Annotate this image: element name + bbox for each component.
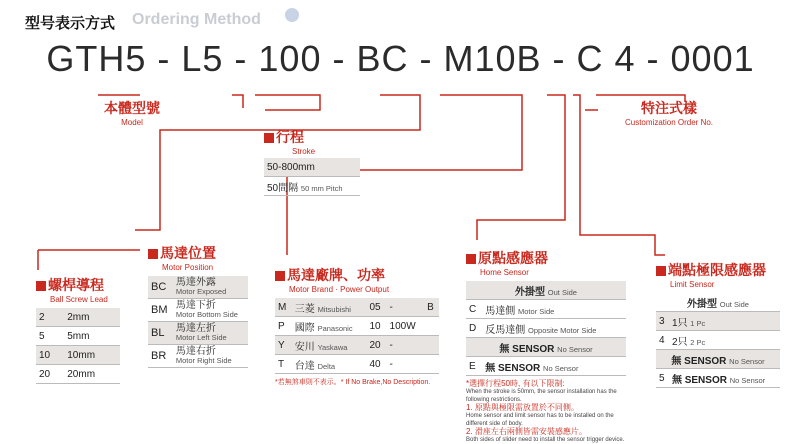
motor-brand-block — [275, 265, 439, 387]
table-row — [264, 158, 360, 177]
table-row: 10 10mm — [36, 346, 120, 365]
table-row: C 馬達側 Motor Side — [466, 300, 626, 319]
custom-label — [614, 98, 724, 127]
motor-brand-title: 馬達廠牌、功率 — [275, 265, 439, 285]
table-row: T 台達 Delta 40 - — [275, 355, 439, 374]
model-code: GTH5 - L5 - 100 - BC - M10B - C 4 - 0001 — [46, 38, 755, 79]
table-row: 3 1只 1 Pc — [656, 312, 780, 331]
section-title-en: Ordering Method — [132, 11, 261, 28]
table-row: 2 2mm — [36, 308, 120, 327]
lead-block — [36, 275, 120, 384]
table-row: BM 馬達下折 Motor Bottom Side — [148, 299, 248, 322]
table-row: 無 SENSOR No Sensor — [466, 338, 626, 357]
stroke-range: 50-800mm — [264, 158, 360, 177]
custom-label-en: Customization Order No. — [624, 118, 714, 127]
brake-note: *若無煞車則不表示。* If No Brake,No Description. — [275, 379, 431, 386]
limit-sensor-title: 端點極限感應器 — [656, 260, 780, 280]
table-row: BL 馬達左折 Motor Left Side — [148, 322, 248, 345]
table-row: E 無 SENSOR No Sensor — [466, 357, 626, 376]
model-label-en: Model — [121, 118, 143, 127]
limit-sensor-table — [656, 293, 780, 388]
limit-sensor-block — [656, 260, 780, 388]
motor-brand-table — [275, 298, 439, 374]
bullet-icon — [466, 254, 476, 264]
table-row: Y 安川 Yaskawa 20 - — [275, 336, 439, 355]
stroke-block — [264, 127, 360, 196]
motor-brand-en: Motor Brand · Power Output — [289, 285, 390, 294]
stroke-pitch: 50間隔 50 mm Pitch — [264, 177, 360, 196]
motor-position-en: Motor Position — [162, 263, 214, 272]
model-label — [104, 98, 160, 127]
home-sensor-title: 原點感應器 — [466, 248, 636, 268]
home-sensor-notes: *選擇行程50時, 有以下限制: When the stroke is 50mm, the sensor installation has the following restrictions. 1. 原點與極限需放置於不同側。 Home sensor and limit sensor has to be installed on the different side of body. 2. 滑座左右兩側皆需安裝感應片。 Both sides of slider need to install the sensor trigger device. — [466, 379, 625, 443]
motor-position-block — [148, 243, 248, 368]
home-sensor-table — [466, 281, 626, 376]
bullet-icon — [656, 266, 666, 276]
bullet-icon — [148, 249, 158, 259]
table-row: P 國際 Panasonic 10 100W — [275, 317, 439, 336]
table-row: M 三菱 Mitsubishi 05 - B — [275, 298, 439, 317]
home-sensor-en: Home Sensor — [480, 268, 529, 277]
table-row: BC 馬達外露 Motor Exposed — [148, 276, 248, 299]
custom-label-zh: 特注式樣 — [641, 100, 697, 116]
lead-title: 螺桿導程 — [36, 275, 120, 295]
table-row: 5 5mm — [36, 327, 120, 346]
limit-sensor-en: Limit Sensor — [670, 280, 715, 289]
lead-table — [36, 308, 120, 384]
motor-position-table — [148, 276, 248, 368]
table-row: 無 SENSOR No Sensor — [656, 350, 780, 369]
table-row: 外掛型 Out Side — [656, 293, 780, 312]
lead-en: Ball Screw Lead — [50, 295, 108, 304]
model-label-zh: 本體型號 — [104, 100, 160, 116]
bullet-icon — [36, 281, 46, 291]
home-sensor-block — [466, 248, 636, 444]
bullet-icon — [275, 271, 285, 281]
stroke-table — [264, 158, 360, 196]
table-row: 20 20mm — [36, 365, 120, 384]
table-row: 4 2只 2 Pc — [656, 331, 780, 350]
section-title: 型号表示方式 — [25, 15, 116, 32]
table-row: BR 馬達右折 Motor Right Side — [148, 345, 248, 368]
stroke-en: Stroke — [292, 147, 316, 156]
stroke-title: 行程 — [264, 127, 360, 147]
bullet-icon — [264, 133, 274, 143]
motor-position-title: 馬達位置 — [148, 243, 248, 263]
table-row: D 反馬達側 Opposite Motor Side — [466, 319, 626, 338]
table-row: 外掛型 Out Side — [466, 281, 626, 300]
table-row: 5 無 SENSOR No Sensor — [656, 369, 780, 388]
table-row — [264, 177, 360, 196]
